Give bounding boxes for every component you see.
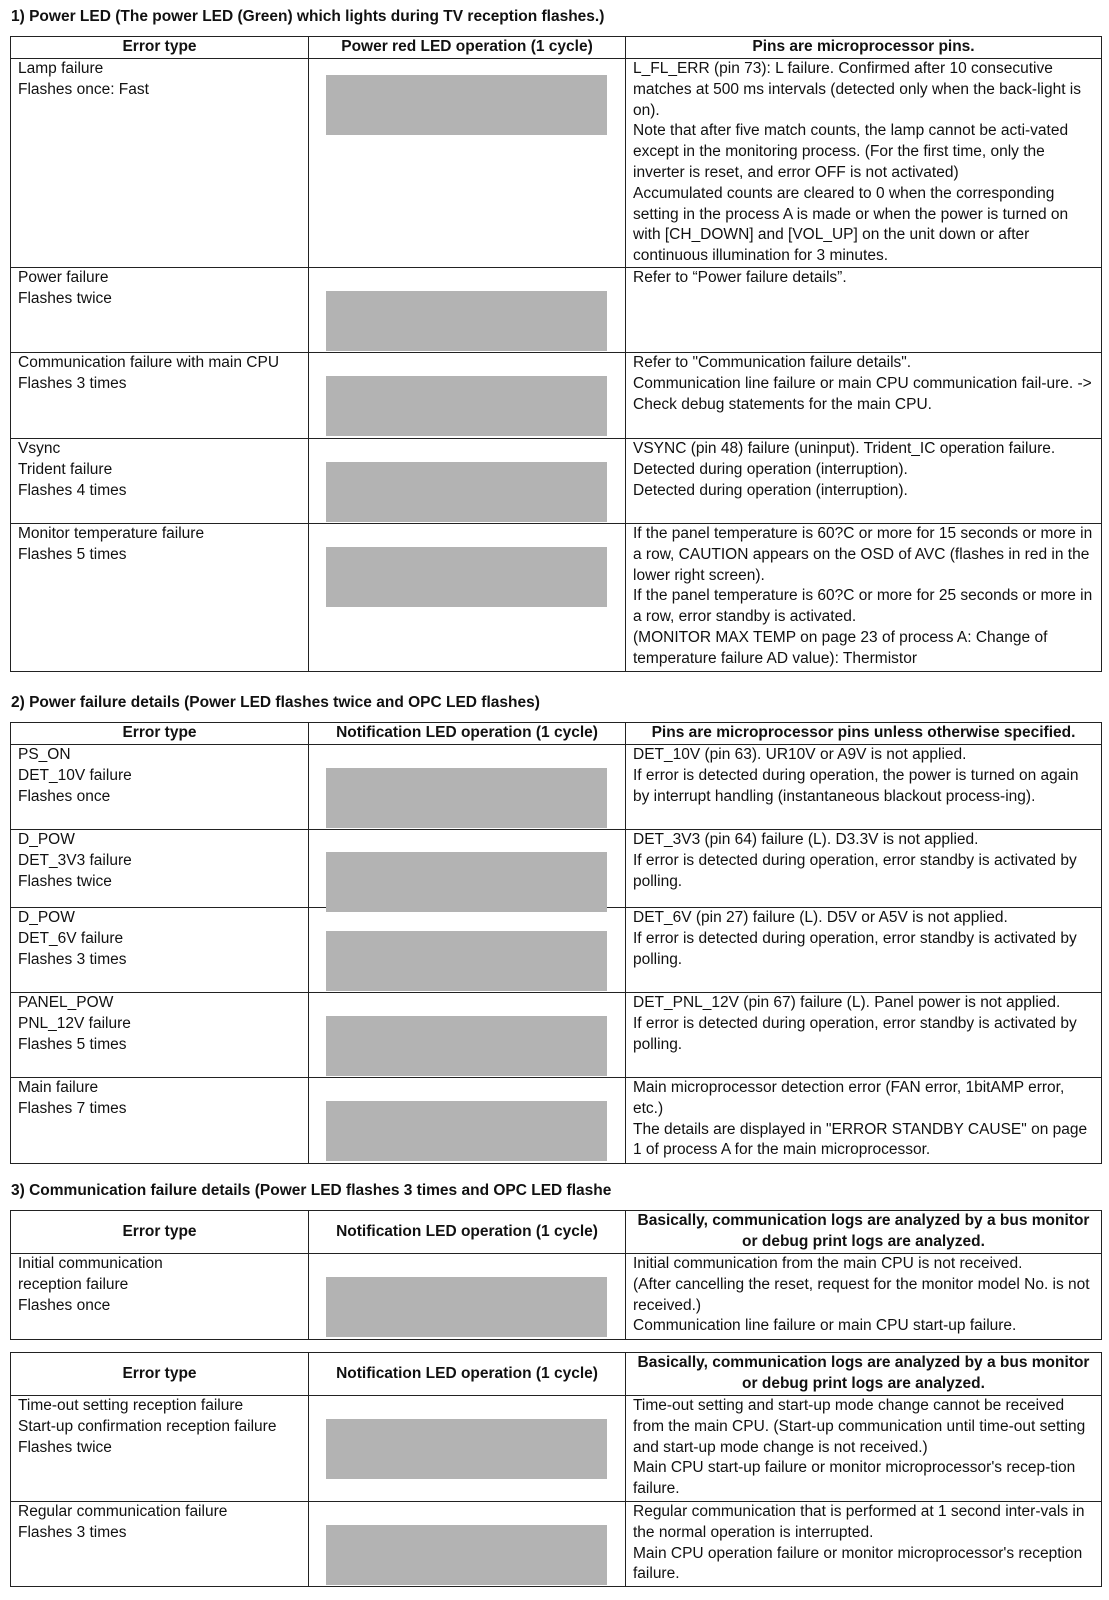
header-description: Pins are microprocessor pins.: [626, 37, 1102, 59]
table-row: [11, 908, 1102, 993]
led-operation-cell: [309, 59, 626, 268]
description-cell: VSYNC (pin 48) failure (uninput). Trident_IC operation failure. Detected during operation (interruption). Detected during operation (interruption).: [626, 438, 1102, 523]
led-pattern-image: [326, 1525, 607, 1585]
table-header-row: [11, 37, 1102, 59]
table-row: [11, 745, 1102, 830]
led-operation-cell: [309, 1502, 626, 1587]
error-type-cell: Time-out setting reception failure Start-up confirmation reception failure Flashes twice: [11, 1396, 309, 1502]
led-pattern-image: [326, 547, 607, 607]
table-row: [11, 1396, 1102, 1502]
description-cell: Time-out setting and start-up mode change cannot be received from the main CPU. (Start-up communication until time-out setting and start-up mode change is not received.) Main CPU start-up failure or monitor microprocessor's recep-tion failure.: [626, 1396, 1102, 1502]
table-row: [11, 352, 1102, 438]
table-header-row: [11, 723, 1102, 745]
led-pattern-image: [326, 291, 607, 351]
error-type-cell: Main failure Flashes 7 times: [11, 1078, 309, 1164]
led-operation-cell: [309, 1254, 626, 1340]
error-type-cell: Power failure Flashes twice: [11, 267, 309, 352]
led-pattern-image: [326, 931, 607, 991]
description-cell: Regular communication that is performed at 1 second inter-vals in the normal operation is interrupted. Main CPU operation failure or monitor microprocessor's reception failure.: [626, 1502, 1102, 1587]
error-type-cell: Communication failure with main CPU Flashes 3 times: [11, 352, 309, 438]
header-error-type: Error type: [11, 37, 309, 59]
led-pattern-image: [326, 376, 607, 436]
communication-failure-table-1: [10, 1210, 1102, 1340]
description-cell: Refer to “Power failure details”.: [626, 267, 1102, 352]
error-type-cell: D_POW DET_3V3 failure Flashes twice: [11, 830, 309, 908]
led-operation-cell: [309, 352, 626, 438]
table-row: [11, 993, 1102, 1078]
header-led-operation: Notification LED operation (1 cycle): [309, 1353, 626, 1396]
description-cell: Initial communication from the main CPU is not received. (After cancelling the reset, request for the monitor model No. is not received.) Communication line failure or main CPU start-up failure.: [626, 1254, 1102, 1340]
error-type-cell: Vsync Trident failure Flashes 4 times: [11, 438, 309, 523]
section-3-heading: 3) Communication failure details (Power LED flashes 3 times and OPC LED flashe: [11, 1182, 612, 1199]
led-operation-cell: [309, 745, 626, 830]
led-operation-cell: [309, 830, 626, 908]
table-row: [11, 1078, 1102, 1164]
error-type-cell: Initial communication reception failure Flashes once: [11, 1254, 309, 1340]
power-led-table: [10, 36, 1102, 672]
led-pattern-image: [326, 1419, 607, 1479]
error-type-cell: PANEL_POW PNL_12V failure Flashes 5 times: [11, 993, 309, 1078]
error-type-cell: Regular communication failure Flashes 3 times: [11, 1502, 309, 1587]
description-cell: Main microprocessor detection error (FAN error, 1bitAMP error, etc.) The details are displayed in "ERROR STANDBY CAUSE" on page 1 of process A for the main microprocessor.: [626, 1078, 1102, 1164]
error-type-cell: Lamp failure Flashes once: Fast: [11, 59, 309, 268]
header-led-operation: Power red LED operation (1 cycle): [309, 37, 626, 59]
header-error-type: Error type: [11, 723, 309, 745]
led-operation-cell: [309, 1396, 626, 1502]
table-header-row: [11, 1353, 1102, 1396]
led-pattern-image: [326, 1277, 607, 1337]
description-cell: DET_10V (pin 63). UR10V or A9V is not applied. If error is detected during operation, the power is turned on again by interrupt handling (instantaneous blackout process-ing).: [626, 745, 1102, 830]
description-cell: L_FL_ERR (pin 73): L failure. Confirmed after 10 consecutive matches at 500 ms intervals (detected only when the back-light is on). Note that after five match counts, the lamp cannot be acti-vated except in the monitoring process. (For the first time, only the inverter is reset, and error OFF is not activated) Accumulated counts are cleared to 0 when the corresponding setting in the process A is made or when the power is turned on with [CH_DOWN] and [VOL_UP] on the unit down or after continuous illumination for 3 minutes.: [626, 59, 1102, 268]
table-row: [11, 523, 1102, 671]
led-operation-cell: [309, 908, 626, 993]
communication-failure-table-2: [10, 1352, 1102, 1587]
led-pattern-image: [326, 462, 607, 522]
header-error-type: Error type: [11, 1353, 309, 1396]
led-operation-cell: [309, 1078, 626, 1164]
section-2-heading: 2) Power failure details (Power LED flashes twice and OPC LED flashes): [11, 694, 540, 711]
header-led-operation: Notification LED operation (1 cycle): [309, 1211, 626, 1254]
table-row: [11, 830, 1102, 908]
description-cell: DET_6V (pin 27) failure (L). D5V or A5V is not applied. If error is detected during operation, error standby is activated by polling.: [626, 908, 1102, 993]
description-cell: Refer to "Communication failure details". Communication line failure or main CPU communication fail-ure. -> Check debug statements for the main CPU.: [626, 352, 1102, 438]
error-type-cell: PS_ON DET_10V failure Flashes once: [11, 745, 309, 830]
table-row: [11, 438, 1102, 523]
header-led-operation: Notification LED operation (1 cycle): [309, 723, 626, 745]
led-pattern-image: [326, 75, 607, 135]
header-error-type: Error type: [11, 1211, 309, 1254]
table-row: [11, 267, 1102, 352]
section-1-heading: 1) Power LED (The power LED (Green) which lights during TV reception flashes.): [11, 8, 605, 25]
led-operation-cell: [309, 267, 626, 352]
table-row: [11, 1502, 1102, 1587]
led-operation-cell: [309, 993, 626, 1078]
table-row: [11, 1254, 1102, 1340]
header-description: Basically, communication logs are analyzed by a bus monitor or debug print logs are analyzed.: [626, 1211, 1102, 1254]
error-type-cell: D_POW DET_6V failure Flashes 3 times: [11, 908, 309, 993]
header-description: Basically, communication logs are analyzed by a bus monitor or debug print logs are analyzed.: [626, 1353, 1102, 1396]
led-operation-cell: [309, 438, 626, 523]
led-operation-cell: [309, 523, 626, 671]
error-type-cell: Monitor temperature failure Flashes 5 times: [11, 523, 309, 671]
led-pattern-image: [326, 1101, 607, 1161]
table-row: [11, 59, 1102, 268]
led-pattern-image: [326, 1016, 607, 1076]
table-header-row: [11, 1211, 1102, 1254]
description-cell: If the panel temperature is 60?C or more for 15 seconds or more in a row, CAUTION appears on the OSD of AVC (flashes in red in the lower right screen). If the panel temperature is 60?C or more for 25 seconds or more in a row, error standby is activated. (MONITOR MAX TEMP on page 23 of process A: Change of temperature failure AD value): Thermistor: [626, 523, 1102, 671]
power-failure-table: [10, 722, 1102, 1164]
led-pattern-image: [326, 852, 607, 912]
description-cell: DET_PNL_12V (pin 67) failure (L). Panel power is not applied. If error is detected during operation, error standby is activated by polling.: [626, 993, 1102, 1078]
led-pattern-image: [326, 768, 607, 828]
header-description: Pins are microprocessor pins unless otherwise specified.: [626, 723, 1102, 745]
description-cell: DET_3V3 (pin 64) failure (L). D3.3V is not applied. If error is detected during operation, error standby is activated by polling.: [626, 830, 1102, 908]
